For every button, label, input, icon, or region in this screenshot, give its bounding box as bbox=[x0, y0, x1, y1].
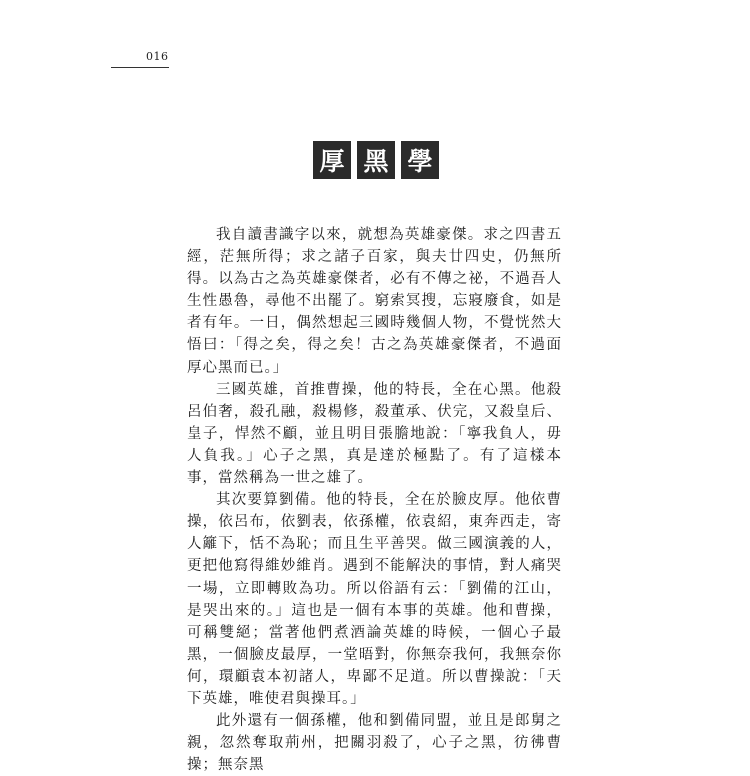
title-char-3: 學 bbox=[401, 141, 439, 179]
title-char-1: 厚 bbox=[313, 141, 351, 179]
chapter-title bbox=[313, 141, 439, 179]
title-char-2: 黑 bbox=[357, 141, 395, 179]
paragraph: 我自讀書識字以來，就想為英雄豪傑。求之四書五經，茫無所得；求之諸子百家，與夫廿四史，仍無所得。以為古之為英雄豪傑者，必有不傳之祕，不過吾人生性愚魯，尋他不出罷了。窮索冥搜，忘寢廢食，如是者有年。一日，偶然想起三國時幾個人物，不覺恍然大悟曰：「得之矣，得之矣！古之為英雄豪傑者，不過面厚心黑而已。」 bbox=[187, 227, 562, 376]
paragraph: 此外還有一個孫權，他和劉備同盟，並且是郎舅之親，忽然奪取荊州，把關羽殺了，心子之黑，彷彿曹操；無奈黑 bbox=[187, 713, 562, 774]
page-number: 016 bbox=[146, 50, 169, 63]
page-number-rule bbox=[111, 67, 169, 68]
paragraph: 其次要算劉備。他的特長，全在於臉皮厚。他依曹操，依呂布，依劉表，依孫權，依袁紹，東奔西走，寄人籬下，恬不為恥；而且生平善哭。做三國演義的人，更把他寫得維妙維肖。遇到不能解決的事情，對人痛哭一場，立即轉敗為功。所以俗語有云：「劉備的江山，是哭出來的。」這也是一個有本事的英雄。他和曹操，可稱雙絕；當著他們煮酒論英雄的時候，一個心子最黑，一個臉皮最厚，一堂晤對，你無奈我何，我無奈你何，環顧袁本初諸人，卑鄙不足道。所以曹操說：「天下英雄，唯使君與操耳。」 bbox=[187, 492, 562, 707]
paragraph: 三國英雄，首推曹操，他的特長，全在心黑。他殺呂伯奢，殺孔融，殺楊修，殺董承、伏完，又殺皇后、皇子，悍然不顧，並且明目張膽地說：「寧我負人，毋人負我。」心子之黑，真是達於極點了。有了這樣本事，當然稱為一世之雄了。 bbox=[187, 381, 562, 487]
body-text bbox=[187, 224, 562, 776]
